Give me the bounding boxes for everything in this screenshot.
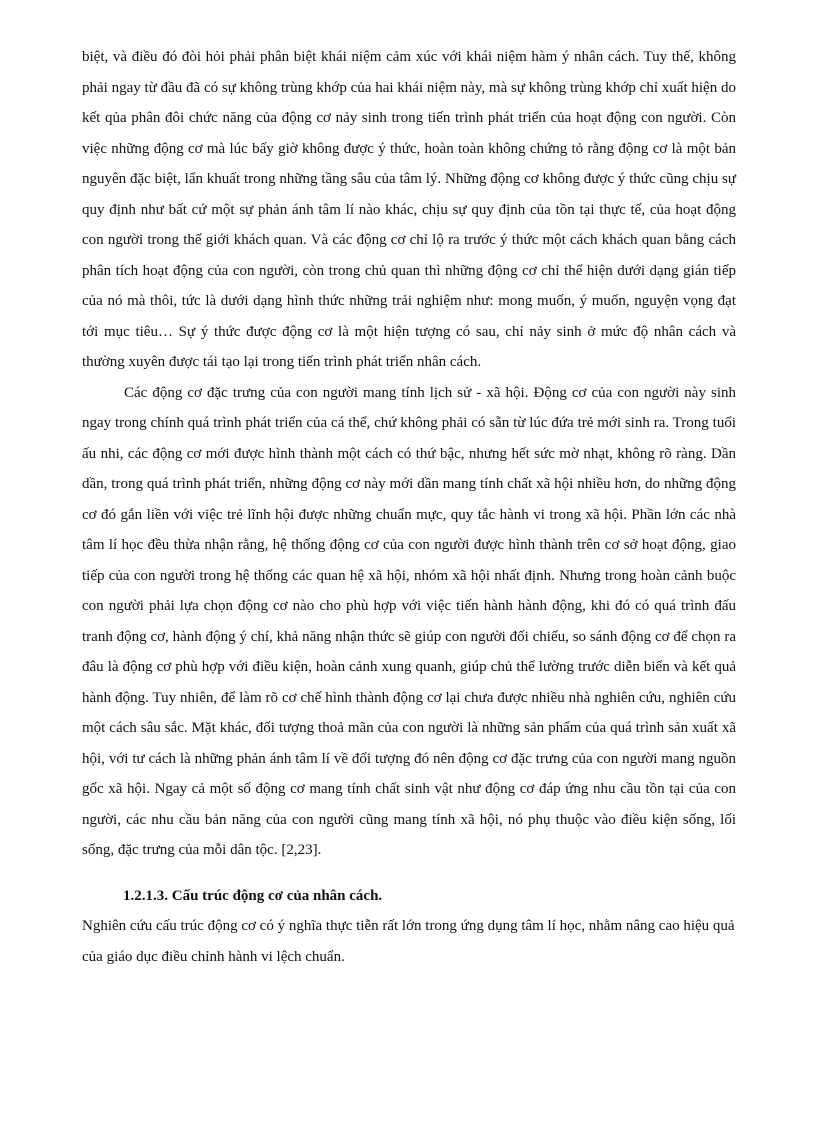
paragraph-continuation: biệt, và điều đó đòi hỏi phải phân biệt khái niệm cảm xúc với khái niệm hàm ý nhân cách. Tuy thế, không phải ngay từ đầu đã có sự không trùng khớp của hai khái niệm này, mà sự không trùng khớp chỉ xuất hiện do kết qủa phân đôi chức năng của động cơ nảy sinh trong tiến trình phát triển của hoạt động con người. Còn việc những động cơ mà lúc bấy giờ không được ý thức, hoàn toàn không chứng tỏ rằng động cơ là một bản nguyên đặc biệt, lẩn khuất trong những tầng sâu của tâm lý. Những động cơ không được ý thức cũng chịu sự quy định như bất cứ một sự phản ánh tâm lí nào khác, chịu sự quy định của tồn tại thực tế, của hoạt động con người trong thế giới khách quan. Và các động cơ chỉ lộ ra trước ý thức một cách khách quan bằng cách phân tích hoạt động của con người, còn trong chủ quan thì những động cơ chỉ thể hiện dưới dạng gián tiếp của nó mà thôi, tức là dưới dạng hình thức những trải nghiệm như: mong muốn, ý muốn, nguyện vọng đạt tới mục tiêu… Sự ý thức được động cơ là một hiện tượng có sau, chỉ nảy sinh ở mức độ nhân cách và thường xuyên được tái tạo lại trong tiến trình phát triển nhân cách. xyxy=(82,49,736,370)
paragraph-structure-intro: Nghiên cứu cấu trúc động cơ có ý nghĩa thực tiễn rất lớn trong ứng dụng tâm lí học, nhằm nâng cao hiệu quả của giáo dục điều chỉnh hành vi lệch chuẩn. xyxy=(82,918,735,965)
paragraph-motives-social: Các động cơ đặc trưng của con người mang tính lịch sử - xã hội. Động cơ của con người này sinh ngay trong chính quá trình phát triển của cá thể, chứ không phải có sẵn từ lúc đứa trẻ mới sinh ra. Trong tuổi ấu nhi, các động cơ mới được hình thành một cách có thứ bậc, nhưng hết sức mờ nhạt, không rõ ràng. Dần dần, trong quá trình phát triển, những động cơ này mới dần mang tính chất xã hội nhiều hơn, do những động cơ đó gắn liền với việc trẻ lĩnh hội được những chuẩn mực, quy tắc hành vi trong xã hội. Phần lớn các nhà tâm lí học đều thừa nhận rằng, hệ thống động cơ của con người được hình thành trên cơ sở hoạt động, giao tiếp của con người trong hệ thống các quan hệ xã hội, nhóm xã hội nhất định. Nhưng trong hoàn cảnh buộc con người phải lựa chọn động cơ nào cho phù hợp với việc tiến hành hành động, khi đó có quá trình đấu tranh động cơ, hành động ý chí, khả năng nhận thức sẽ giúp con người đối chiếu, so sánh động cơ để chọn ra đâu là động cơ phù hợp với điều kiện, hoàn cảnh xung quanh, giúp chủ thể lường trước diễn biến và kết quả hành động. Tuy nhiên, để làm rõ cơ chế hình thành động cơ lại chưa được nhiều nhà nghiên cứu, nghiên cứu một cách sâu sắc. Mặt khác, đối tượng thoả mãn của con người là những sản phẩm của quá trình sản xuất xã hội, với tư cách là những phản ánh tâm lí về đối tượng đó nên động cơ đặc trưng của con người mang nguồn gốc xã hội. Ngay cả một số động cơ mang tính chất sinh vật như động cơ đáp ứng nhu cầu tồn tại của con người, các nhu cầu bản năng của con người cũng mang tính xã hội, nó phụ thuộc vào điều kiện sống, lối sống, đặc trưng của mỗi dân tộc. [2,23]. xyxy=(82,384,736,858)
section-heading: 1.2.1.3. Cấu trúc động cơ của nhân cách. xyxy=(123,887,383,904)
document-page xyxy=(82,42,736,972)
